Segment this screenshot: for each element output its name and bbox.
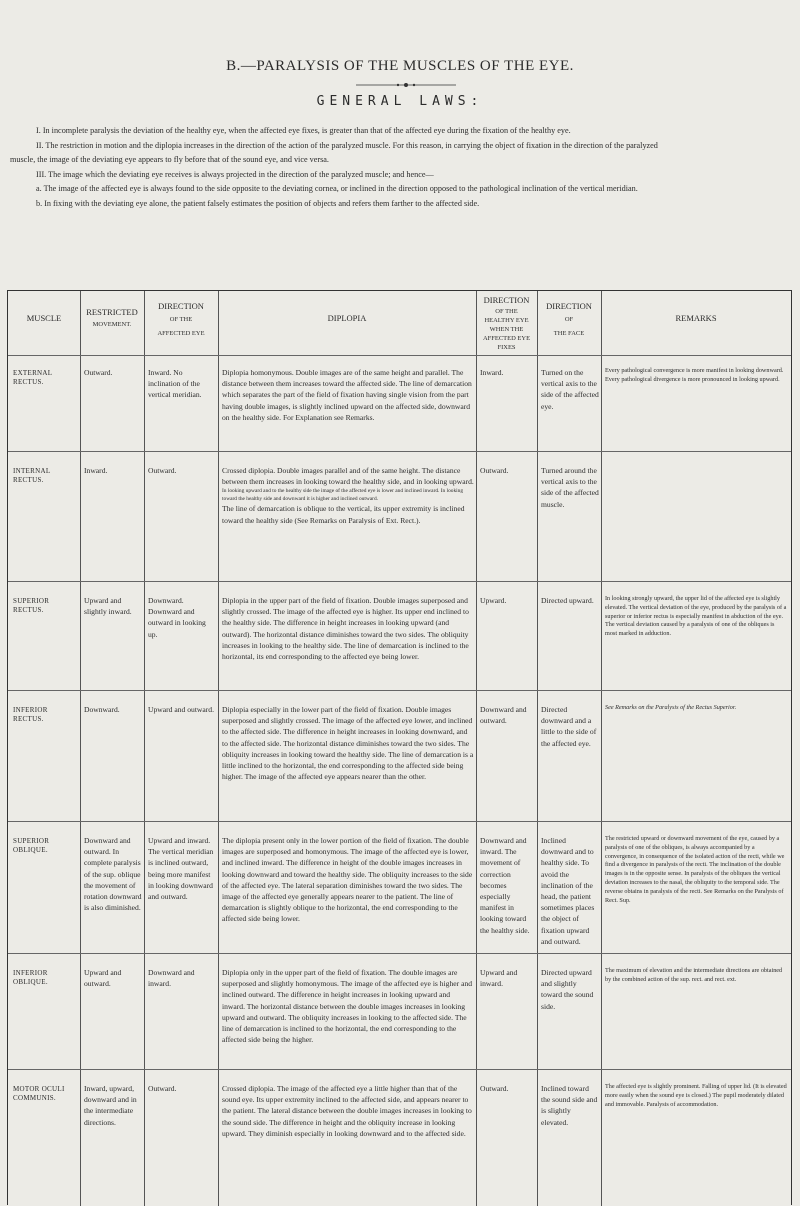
law-3: III. The image which the deviating eye receives is always projected in the direction of the paralyzed muscle; and hence— (36, 169, 434, 179)
table-row-face: Inclined downward and to healthy side. To avoid the inclination of the head, the patient sometimes places the object of fixation upward and outward. (541, 836, 595, 946)
table (7, 290, 792, 1205)
header-divider (8, 355, 791, 356)
table-row-direction: Outward. (148, 1084, 177, 1093)
table-row-remarks: Every pathological convergence is more manifest in looking downward. Every pathological divergence is more pronounced in looking upward. (605, 367, 784, 383)
table-row-muscle: INTERNAL RECTUS. (13, 467, 51, 484)
table-row-muscle: INFERIOR OBLIQUE. (13, 969, 48, 986)
table-row-direction: Inward. No inclination of the vertical meridian. (148, 368, 202, 400)
table-row-healthy: Downward and outward. (480, 705, 527, 726)
header-diplopia: DIPLOPIA (327, 313, 367, 323)
header-restricted: RESTRICTED (86, 307, 138, 317)
table-row-restricted: Upward and outward. (84, 968, 122, 989)
diplopia-note: In looking upward and to the healthy side the image of the affected eye is lower and inclined inward. In looking toward the healthy side and downward it is higher and inclined outward. (222, 488, 464, 503)
table-row-muscle: MOTOR OCULI COMMUNIS. (13, 1085, 65, 1102)
header-direction-face: DIRECTION (546, 301, 592, 311)
law-3b: b. In fixing with the deviating eye alone, the patient falsely estimates the position of objects and refers them farther to the affected side. (36, 198, 480, 208)
ornament-rule (356, 82, 456, 88)
header-face-of: OF (564, 316, 574, 323)
table-row-direction: Upward and outward. (148, 705, 215, 714)
table-row-direction: Downward. Downward and outward in looking up. (148, 596, 206, 639)
table-row-restricted: Upward and slightly inward. (84, 596, 132, 617)
table-row-diplopia: Diplopia in the upper part of the field of fixation. Double images superposed and slightly crossed. The image of the affected eye is higher. Its upper end inclined to the healthy side. The difference in height increases in looking upward (and outward). The horizontal distance diminishes toward the two sides. The obliquity increases in looking to the healthy side. The line of demarcation is inclined to the horizontal, its end corresponding to the affected eye being lower. (222, 596, 469, 662)
row-divider (8, 690, 791, 691)
table-row-healthy: Upward and inward. (480, 968, 518, 989)
header-healthy-of: OF THE (495, 308, 518, 315)
row-divider (8, 1069, 791, 1070)
page-subtitle: GENERAL LAWS: (316, 94, 484, 109)
page-title: B.—PARALYSIS OF THE MUSCLES OF THE EYE. (226, 58, 574, 74)
header-face-the: THE FACE (553, 330, 585, 337)
table-row-restricted: Outward. (84, 368, 113, 377)
table-row-muscle: EXTERNAL RECTUS. (13, 369, 53, 386)
table-row-face: Turned around the vertical axis to the side of the affected muscle. (541, 466, 599, 509)
law-2-continued: muscle, the image of the deviating eye appears to fly before that of the sound eye, and vice versa. (10, 155, 329, 165)
table-row-muscle: INFERIOR RECTUS. (13, 706, 48, 723)
table-row-face: Turned on the vertical axis to the side of the affected eye. (541, 368, 599, 411)
table-row-healthy: Downward and inward. The movement of correction becomes especially manifest in looking toward the healthy side. (480, 836, 530, 935)
table-row-remarks: The affected eye is slightly prominent. Falling of upper lid. (It is elevated more easily when the sound eye is closed.) The pupil moderately dilated and immovable. Paralysis of accommodation. (605, 1083, 787, 1108)
table-row-remarks: See Remarks on the Paralysis of the Rectus Superior. (605, 704, 737, 711)
table-row-remarks: The maximum of elevation and the intermediate directions are obtained by the combined action of the sup. rect. and rect. ext. (605, 967, 783, 983)
table-row-healthy: Inward. (480, 368, 504, 377)
header-direction-eye: DIRECTION (158, 301, 204, 311)
table-row-face: Inclined toward the sound side and is slightly elevated. (541, 1084, 598, 1127)
diplopia-text-continued: The line of demarcation is oblique to the vertical, its upper extremity is inclined toward the healthy side (See Remarks on Paralysis of Ext. Rect.). (222, 504, 465, 525)
general-laws (10, 124, 794, 212)
table-row-restricted: Downward. (84, 705, 120, 714)
table-row-remarks: The restricted upward or downward movement of the eye, caused by a paralysis of one of the obliques, is always accompanied by a convergence, in consequence of the isolated action of the recti, while we find a divergence in paralysis of the recti. The inclination of the double images is in the opposite sense. In paralysis of the obliques the vertical deviation increases to the nasal, the obliquity to the temporal side. The reverse obtains in paralysis of the recti. See Remarks on the Paralysis of Rect. Sup. (605, 835, 785, 904)
row-divider (8, 451, 791, 452)
header-muscle: MUSCLE (26, 313, 62, 323)
diplopia-text: Crossed diplopia. Double images parallel and of the same height. The distance between them increases in looking toward the healthy side, and in looking upward. (222, 466, 474, 487)
table-row-restricted: Downward and outward. In complete paralysis of the sup. oblique the movement of rotation downward is also diminished. (84, 836, 142, 913)
table-row-face: Directed upward and slightly toward the sound side. (541, 968, 594, 1011)
table-row-diplopia (222, 465, 474, 526)
table-row-remarks: In looking strongly upward, the upper lid of the affected eye is slightly elevated. The vertical deviation of the eye, produced by the paralysis of a superior or inferior rectus is especially manifest in abduction of the eye. The vertical deviation caused by a paralysis of one of the obliques is most marked in adduction. (605, 595, 787, 638)
law-1: I. In incomplete paralysis the deviation of the healthy eye, when the affected eye fixes, is greater than that of the affected eye during the fixation of the healthy eye. (36, 126, 571, 135)
table-row-direction: Outward. (148, 466, 177, 475)
table-row-direction: Upward and inward. The vertical meridian is inclined outward, being more manifest in looking downward and outward. (148, 836, 214, 902)
header-healthy-eye: HEALTHY EYE (484, 317, 529, 324)
header-healthy-fixes: FIXES (497, 344, 516, 351)
table-row-muscle: SUPERIOR RECTUS. (13, 597, 50, 614)
header-direction-eye-affected: AFFECTED EYE (157, 330, 205, 337)
table-row-face: Directed downward and a little to the side of the affected eye. (541, 705, 597, 748)
table-row-diplopia: Diplopia only in the upper part of the field of fixation. The double images are superposed and slightly homonymous. The image of the affected eye is higher and inclined outward. The difference in height increases in looking upward and inward. The horizontal distance between the double images increases in looking upward and outward. The obliquity increases in looking to the affected side. The line of demarcation is inclined to the horizontal, the end corresponding to the affected side being the higher. (222, 968, 473, 1045)
table-row-healthy: Outward. (480, 1084, 509, 1093)
row-divider (8, 821, 791, 822)
header-healthy-affected: AFFECTED EYE (482, 335, 531, 342)
table-row-muscle: SUPERIOR OBLIQUE. (13, 837, 50, 854)
table-row-healthy: Upward. (480, 596, 507, 605)
table-row-diplopia: The diplopia present only in the lower portion of the field of fixation. The double images are superposed and homonymous. The image of the affected eye is lower, and inclined inward. The difference in height of the double images increases in looking downward and toward the healthy side. The obliquity increases to the side of the affected eye. The lateral separation diminishes toward the two sides. The image of the affected eye generally appears nearer to the patient. The line of demarcation is slightly oblique to the horizontal, the end corresponding to the affected side being lower. (222, 836, 473, 924)
table-row-diplopia: Diplopia homonymous. Double images are of the same height and parallel. The distance between them increases toward the affected side. The line of demarcation which separates the part of the field of fixation having single vision from the part having double images, is slightly inclined upward on the affected side, downward on the healthy side. For Explanation see Remarks. (222, 368, 472, 422)
law-2: II. The restriction in motion and the diplopia increases in the direction of the action of the paralyzed muscle. For this reason, in carrying the object of fixation in the direction of the paralyzed (36, 140, 658, 150)
table-row-restricted: Inward. (84, 466, 108, 475)
header-remarks: REMARKS (675, 313, 717, 323)
row-divider (8, 953, 791, 954)
table-row-restricted: Inward, upward, downward and in the intermediate directions. (84, 1084, 137, 1127)
table-row-diplopia: Diplopia especially in the lower part of the field of fixation. Double images superposed and slightly crossed. The image of the affected eye lower, and inclined to the affected side. The difference in height increases in looking downward, and to the affected side. The horizontal distance diminishes toward the two sides. The obliquity increases in looking toward the healthy side. The line of demarcation is a little inclined to the horizontal, the end corresponding to the affected side being higher. The image of the affected eye appears nearer than the other. (222, 705, 474, 782)
header-direction-healthy: DIRECTION (483, 295, 530, 305)
table-row-direction: Downward and inward. (148, 968, 195, 989)
law-3a: a. The image of the affected eye is always found to the side opposite to the deviating cornea, or inclined in the direction opposed to the pathological inclination of the vertical meridian. (36, 184, 638, 194)
header-direction-eye-of: OF THE (169, 316, 193, 323)
table-row-diplopia: Crossed diplopia. The image of the affected eye a little higher than that of the sound eye. Its upper extremity inclined to the affected side, and appears nearer to the patient. The lateral distance between the double images increases in looking to the sound side. The difference in height and the obliquity increase in looking upward. They diminish especially in looking downward and to the affected side. (222, 1084, 472, 1138)
header-movement: MOVEMENT. (92, 321, 132, 328)
table-row-healthy: Outward. (480, 466, 509, 475)
table-row-face: Directed upward. (541, 596, 594, 605)
row-divider (8, 581, 791, 582)
header-healthy-when: WHEN THE (489, 326, 524, 333)
